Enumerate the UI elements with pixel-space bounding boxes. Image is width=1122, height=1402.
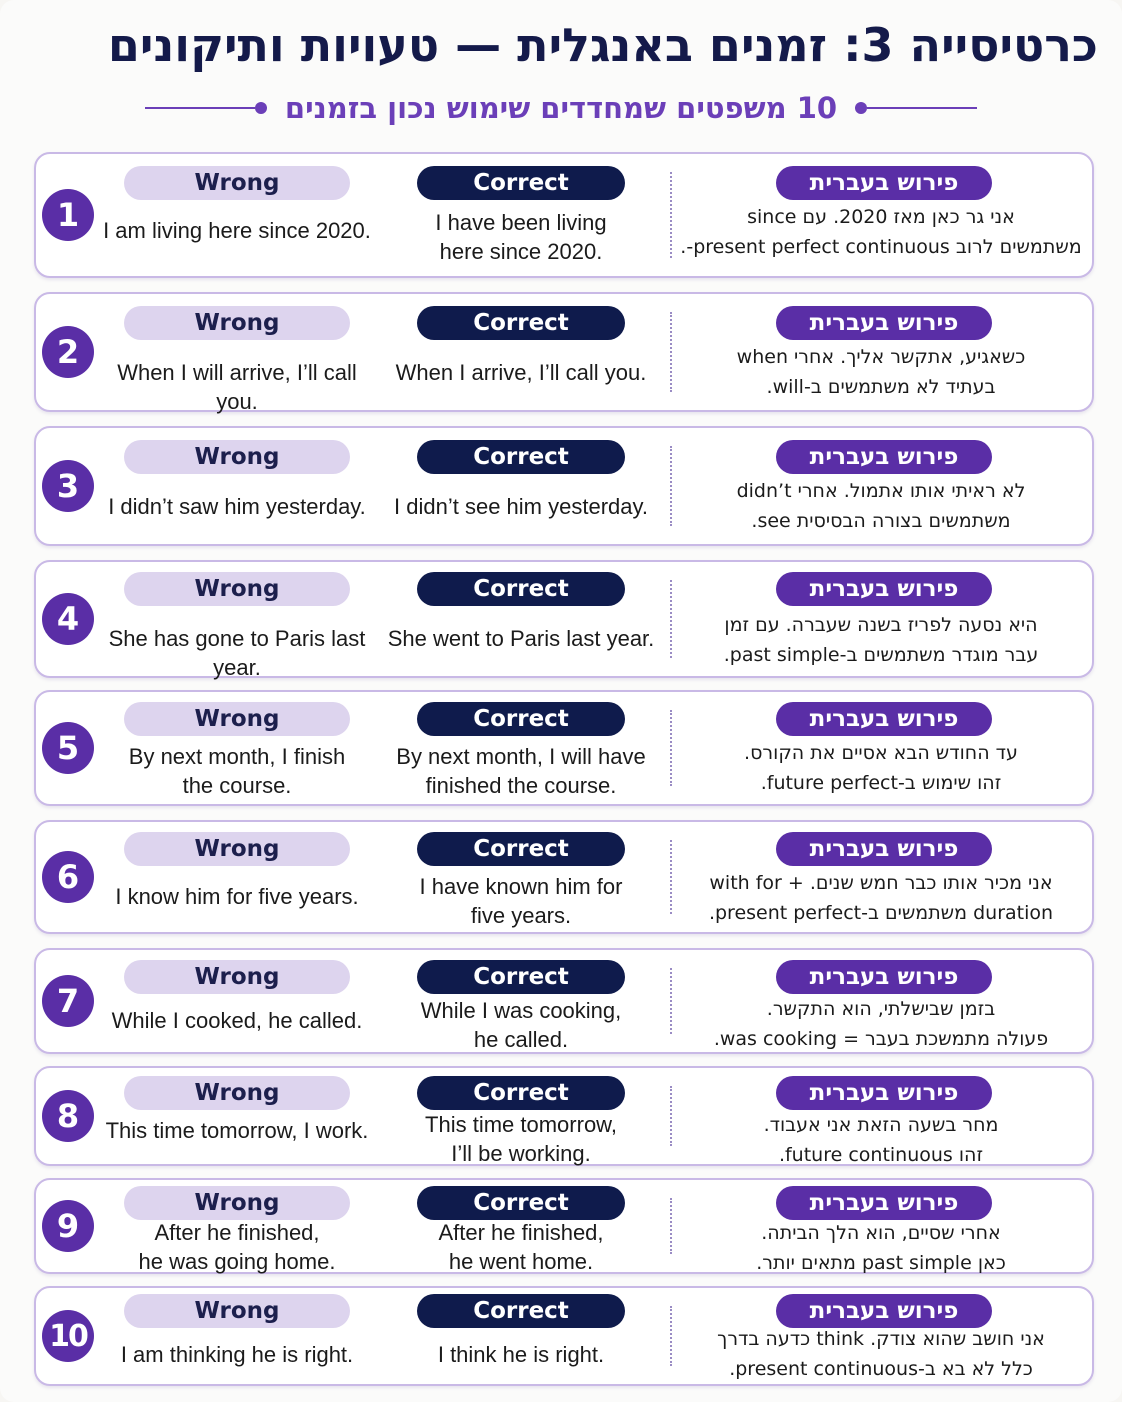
wrong-label: Wrong	[124, 702, 350, 736]
sentence-card	[34, 560, 1094, 678]
hebrew-explanation: אני גר כאן מאז 2020. עם since משתמשים לרוב present perfect continuous-.	[680, 206, 1082, 258]
subtitle-line-right	[867, 107, 977, 109]
hebrew-explanation: בזמן שבישלתי, הוא התקשר. פעולה מתמשכת בעבר = was cooking.	[713, 998, 1049, 1050]
wrong-label: Wrong	[124, 572, 350, 606]
subtitle-dot-left	[255, 102, 267, 114]
correct-sentence: After he finished, he went home.	[438, 1220, 604, 1274]
hebrew-label: פירוש בעברית	[776, 572, 992, 606]
correct-label: Correct	[417, 306, 625, 340]
wrong-label: Wrong	[124, 960, 350, 994]
wrong-sentence: I know him for five years.	[115, 884, 359, 909]
correct-sentence: This time tomorrow, I’ll be working.	[425, 1112, 617, 1166]
hebrew-explanation: היא נסעה לפריז בשנה שעברה. עם זמן עבר מוגדר משתמשים ב-past simple.	[723, 614, 1039, 666]
card-number-badge: 5	[42, 722, 94, 774]
page-subtitle: 10 משפטים שמחדדים שימוש נכון בזמנים	[284, 91, 838, 125]
correct-label: Correct	[417, 832, 625, 866]
hebrew-explanation: אני חושב שהוא צודק. think כדעה בדרך כלל לא בא ב-present continuous.	[717, 1328, 1045, 1380]
card-number-badge: 8	[42, 1090, 94, 1142]
hebrew-explanation: מחר בשעה הזאת אני אעבוד. זהו future continuous.	[763, 1114, 999, 1166]
wrong-label: Wrong	[124, 306, 350, 340]
subtitle-row	[0, 86, 1122, 130]
card-number-badge: 3	[42, 460, 94, 512]
card-number-badge: 9	[42, 1200, 94, 1252]
sentence-card	[34, 152, 1094, 278]
wrong-sentence: I am thinking he is right.	[120, 1342, 354, 1367]
wrong-sentence: This time tomorrow, I work.	[105, 1118, 369, 1143]
sentence-card	[34, 426, 1094, 546]
column-divider	[670, 312, 672, 392]
column-divider	[670, 1306, 672, 1366]
hebrew-label: פירוש בעברית	[776, 440, 992, 474]
correct-sentence: While I was cooking, he called.	[420, 998, 622, 1052]
hebrew-explanation: אחרי שסיים, הוא הלך הביתה. כאן past simple מתאים יותר.	[756, 1222, 1006, 1274]
sentence-card	[34, 690, 1094, 806]
sentence-card	[34, 1178, 1094, 1274]
hebrew-label: פירוש בעברית	[776, 960, 992, 994]
wrong-sentence: By next month, I finish the course.	[128, 744, 346, 798]
subtitle-dot-right	[855, 102, 867, 114]
card-number-badge: 2	[42, 326, 94, 378]
correct-sentence: When I arrive, I’ll call you.	[395, 360, 647, 385]
hebrew-label: פירוש בעברית	[776, 1186, 992, 1220]
wrong-sentence: While I cooked, he called.	[111, 1008, 363, 1033]
correct-label: Correct	[417, 1076, 625, 1110]
correct-sentence: I have known him for five years.	[419, 874, 623, 928]
page-title: כרטיסייה 3: זמנים באנגלית — טעויות ותיקונים	[107, 18, 1098, 72]
card-number-badge: 1	[42, 189, 94, 241]
wrong-sentence: I am living here since 2020.	[103, 218, 371, 243]
hebrew-label: פירוש בעברית	[776, 702, 992, 736]
correct-sentence: I didn’t see him yesterday.	[394, 494, 648, 519]
column-divider	[670, 968, 672, 1034]
sentence-card	[34, 292, 1094, 412]
correct-label: Correct	[417, 572, 625, 606]
correct-label: Correct	[417, 960, 625, 994]
correct-label: Correct	[417, 440, 625, 474]
hebrew-explanation: לא ראיתי אותו אתמול. אחרי didn’t משתמשים בצורה הבסיסית see.	[736, 480, 1026, 532]
card-number-badge: 7	[42, 975, 94, 1027]
hebrew-label: פירוש בעברית	[776, 832, 992, 866]
sentence-card	[34, 948, 1094, 1054]
wrong-label: Wrong	[124, 1294, 350, 1328]
wrong-sentence: After he finished, he was going home.	[138, 1220, 336, 1274]
sentence-card	[34, 820, 1094, 934]
subtitle-line-left	[145, 107, 255, 109]
hebrew-label: פירוש בעברית	[776, 1294, 992, 1328]
card-number-badge: 6	[42, 851, 94, 903]
column-divider	[670, 840, 672, 914]
sentence-card	[34, 1286, 1094, 1386]
hebrew-label: פירוש בעברית	[776, 166, 992, 200]
correct-label: Correct	[417, 166, 625, 200]
card-number-badge: 10	[42, 1310, 94, 1362]
wrong-label: Wrong	[124, 440, 350, 474]
wrong-sentence: When I will arrive, I’ll call you.	[117, 360, 357, 414]
wrong-label: Wrong	[124, 166, 350, 200]
hebrew-explanation: עד החודש הבא אסיים את הקורס. זהו שימוש ב-future perfect.	[744, 742, 1018, 794]
wrong-label: Wrong	[124, 1076, 350, 1110]
correct-label: Correct	[417, 1294, 625, 1328]
wrong-sentence: I didn’t saw him yesterday.	[108, 494, 366, 519]
correct-sentence: She went to Paris last year.	[387, 626, 655, 651]
wrong-label: Wrong	[124, 832, 350, 866]
sentence-card	[34, 1066, 1094, 1166]
wrong-sentence: She has gone to Paris last year.	[108, 626, 366, 680]
correct-sentence: By next month, I will have finished the course.	[396, 744, 646, 798]
hebrew-label: פירוש בעברית	[776, 306, 992, 340]
correct-sentence: I think he is right.	[437, 1342, 605, 1367]
correct-sentence: I have been living here since 2020.	[435, 210, 607, 264]
hebrew-explanation: אני מכיר אותו כבר חמש שנים. + with for duration משתמשים ב-present perfect.	[708, 872, 1054, 924]
hebrew-explanation: כשאגיע, אתקשר אליך. אחרי when בעתיד לא משתמשים ב-will.	[736, 346, 1026, 398]
column-divider	[670, 1086, 672, 1146]
correct-label: Correct	[417, 1186, 625, 1220]
card-number-badge: 4	[42, 593, 94, 645]
column-divider	[670, 172, 672, 258]
hebrew-label: פירוש בעברית	[776, 1076, 992, 1110]
column-divider	[670, 446, 672, 526]
column-divider	[670, 1198, 672, 1254]
column-divider	[670, 580, 672, 658]
wrong-label: Wrong	[124, 1186, 350, 1220]
column-divider	[670, 710, 672, 786]
correct-label: Correct	[417, 702, 625, 736]
